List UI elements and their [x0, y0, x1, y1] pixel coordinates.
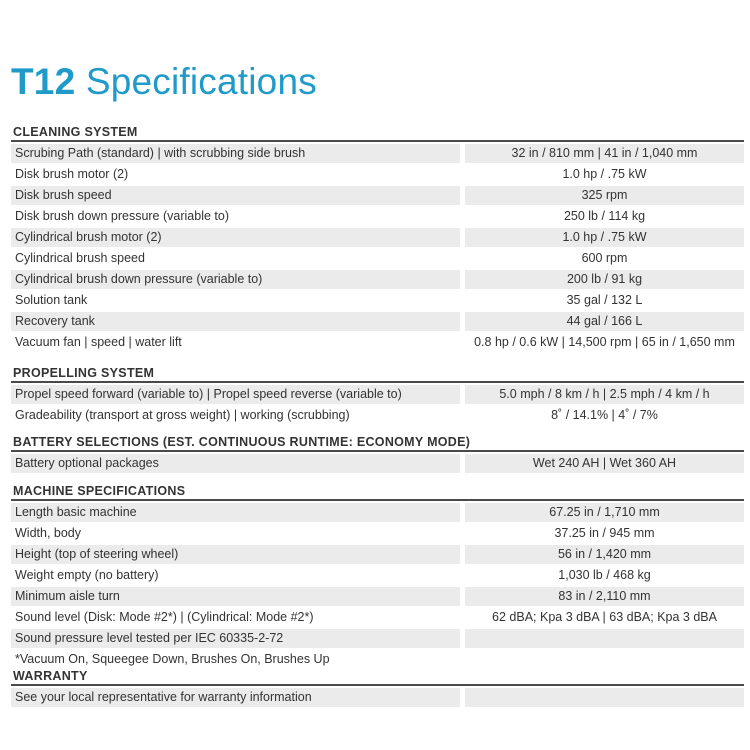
- spec-value: 5.0 mph / 8 km / h | 2.5 mph / 4 km / h: [465, 385, 744, 404]
- spec-row: [11, 524, 744, 543]
- spec-label: Recovery tank: [11, 312, 460, 331]
- model-name: T12: [11, 61, 76, 102]
- spec-row: [11, 608, 744, 627]
- section-heading-label: PROPELLING SYSTEM: [13, 366, 155, 380]
- spec-row: [11, 454, 744, 473]
- spec-value: 325 rpm: [465, 186, 744, 205]
- spec-row: [11, 207, 744, 226]
- spec-row: [11, 629, 744, 648]
- spec-row: [11, 385, 744, 404]
- spec-label: See your local representative for warranty information: [11, 688, 460, 707]
- spec-label: Scrubing Path (standard) | with scrubbing side brush: [11, 144, 460, 163]
- section-heading-label: BATTERY SELECTIONS (EST. CONTINUOUS RUNTIME: ECONOMY MODE): [13, 435, 471, 449]
- spec-label: Cylindrical brush speed: [15, 251, 145, 265]
- spec-label: Height (top of steering wheel): [11, 545, 460, 564]
- spec-value: 200 lb / 91 kg: [465, 270, 744, 289]
- spec-row: [11, 144, 744, 163]
- title-word: Specifications: [85, 61, 317, 102]
- spec-label: Sound pressure level tested per IEC 60335-2-72: [11, 629, 460, 648]
- spec-label: *Vacuum On, Squeegee Down, Brushes On, Brushes Up: [15, 652, 330, 666]
- spec-label: Propel speed forward (variable to) | Propel speed reverse (variable to): [11, 385, 460, 404]
- spec-label: Gradeability (transport at gross weight) | working (scrubbing): [15, 408, 350, 422]
- spec-row: [11, 228, 744, 247]
- spec-value: 1.0 hp / .75 kW: [562, 167, 647, 181]
- spec-label: Disk brush motor (2): [15, 167, 129, 181]
- section-propelling-system: [11, 362, 744, 425]
- spec-value: 32 in / 810 mm | 41 in / 1,040 mm: [465, 144, 744, 163]
- spec-row: [11, 566, 744, 585]
- spec-row: [11, 688, 744, 707]
- spec-row: [11, 587, 744, 606]
- spec-value: 1,030 lb / 468 kg: [558, 568, 651, 582]
- spec-row: [11, 270, 744, 289]
- spec-value: 62 dBA; Kpa 3 dBA | 63 dBA; Kpa 3 dBA: [492, 610, 717, 624]
- section-heading: [11, 121, 744, 142]
- spec-label: Cylindrical brush down pressure (variable to): [11, 270, 460, 289]
- spec-label: Weight empty (no battery): [15, 568, 159, 582]
- spec-value: 37.25 in / 945 mm: [554, 526, 655, 540]
- spec-label: Minimum aisle turn: [11, 587, 460, 606]
- spec-value: 1.0 hp / .75 kW: [465, 228, 744, 247]
- spec-row: [11, 186, 744, 205]
- spec-value: 56 in / 1,420 mm: [465, 545, 744, 564]
- spec-value: 600 rpm: [581, 251, 628, 265]
- section-heading: [11, 665, 744, 686]
- spec-label: Cylindrical brush motor (2): [11, 228, 460, 247]
- section-heading: [11, 362, 744, 383]
- spec-row: [11, 503, 744, 522]
- spec-value: [465, 629, 744, 648]
- spec-row: [11, 333, 744, 352]
- spec-value: 35 gal / 132 L: [566, 293, 643, 307]
- spec-row: [11, 165, 744, 184]
- section-heading-label: WARRANTY: [13, 669, 88, 683]
- spec-row: [11, 312, 744, 331]
- spec-value: Wet 240 AH | Wet 360 AH: [465, 454, 744, 473]
- section-heading: [11, 480, 744, 501]
- section-warranty: [11, 665, 744, 707]
- spec-label: Disk brush down pressure (variable to): [15, 209, 229, 223]
- spec-value: 0.8 hp / 0.6 kW | 14,500 rpm | 65 in / 1,650 mm: [474, 335, 735, 349]
- section-heading: [11, 431, 744, 452]
- spec-value: 83 in / 2,110 mm: [465, 587, 744, 606]
- spec-label: Width, body: [15, 526, 82, 540]
- spec-label: Length basic machine: [11, 503, 460, 522]
- spec-row: [11, 249, 744, 268]
- spec-row: [11, 406, 744, 425]
- spec-label: Solution tank: [15, 293, 88, 307]
- spec-value: 44 gal / 166 L: [465, 312, 744, 331]
- spec-value: [465, 688, 744, 707]
- spec-row: [11, 545, 744, 564]
- spec-label: Sound level (Disk: Mode #2*) | (Cylindrical: Mode #2*): [15, 610, 314, 624]
- spec-value: 8˚ / 14.1% | 4˚ / 7%: [551, 408, 658, 422]
- page-title: [11, 60, 317, 104]
- spec-label: Vacuum fan | speed | water lift: [15, 335, 182, 349]
- section-heading-label: MACHINE SPECIFICATIONS: [13, 484, 186, 498]
- section-cleaning-system: [11, 121, 744, 352]
- section-machine-specifications: [11, 480, 744, 669]
- spec-value: 250 lb / 114 kg: [563, 209, 646, 223]
- section-battery-selections: [11, 431, 744, 473]
- spec-label: Battery optional packages: [11, 454, 460, 473]
- spec-row: [11, 291, 744, 310]
- spec-value: 67.25 in / 1,710 mm: [465, 503, 744, 522]
- spec-label: Disk brush speed: [11, 186, 460, 205]
- section-heading-label: CLEANING SYSTEM: [13, 125, 138, 139]
